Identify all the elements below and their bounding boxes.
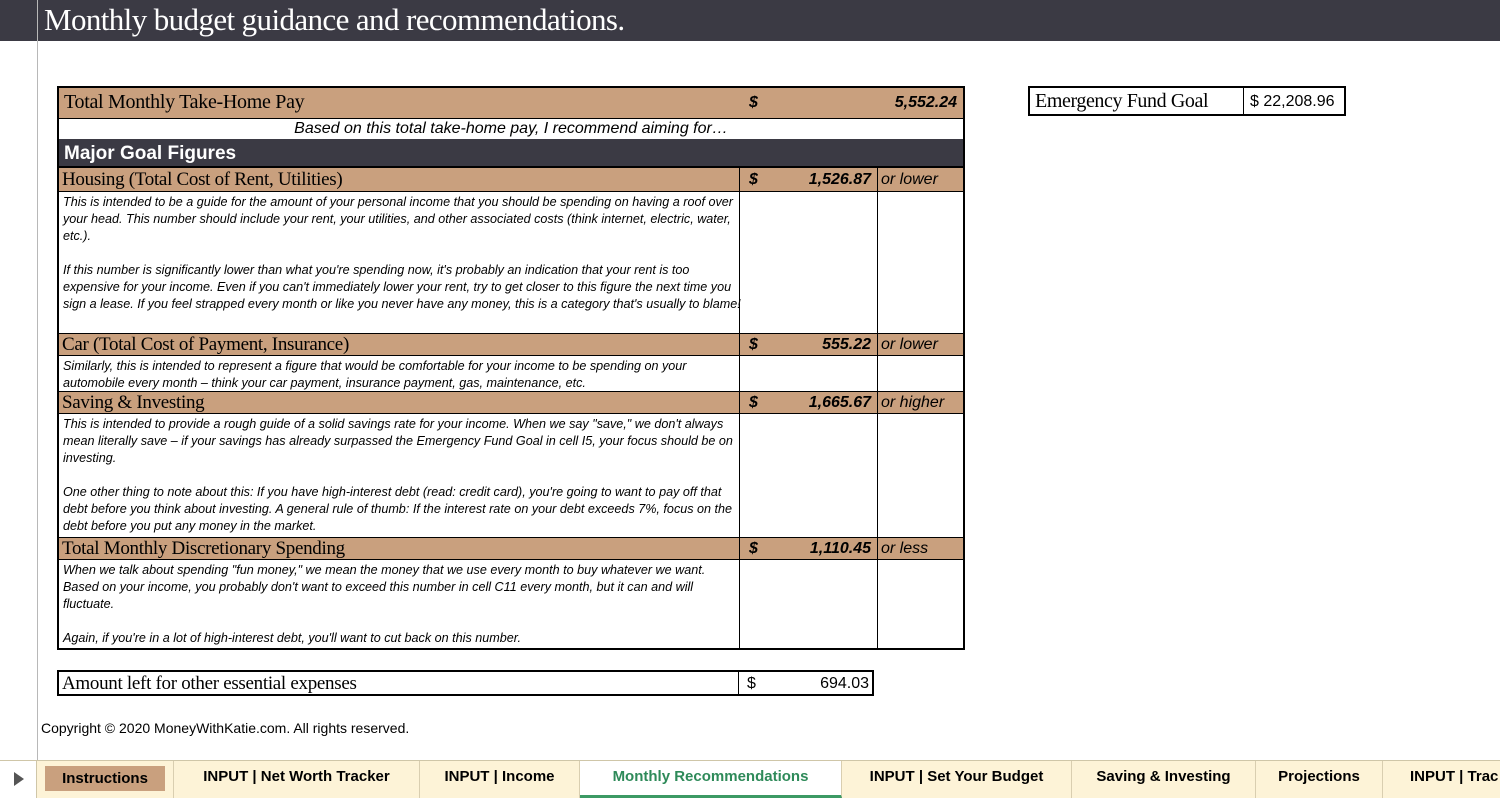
tab-label: Saving & Investing bbox=[1096, 768, 1231, 785]
goal-qualifier: or less bbox=[881, 540, 929, 557]
emergency-fund-label: Emergency Fund Goal bbox=[1035, 90, 1209, 112]
amount-left-row[interactable] bbox=[57, 670, 874, 696]
tab-income[interactable] bbox=[420, 761, 580, 798]
section-header-label: Major Goal Figures bbox=[64, 143, 237, 164]
goal-row-discretionary[interactable] bbox=[59, 538, 963, 560]
goal-currency: $ bbox=[749, 336, 758, 353]
goal-label: Car (Total Cost of Payment, Insurance) bbox=[62, 334, 349, 355]
goal-description-saving bbox=[59, 414, 963, 538]
copyright-notice: Copyright © 2020 MoneyWithKatie.com. All rights reserved. bbox=[41, 720, 410, 736]
tab-saving-investing[interactable] bbox=[1072, 761, 1256, 798]
amount-left-value[interactable]: 694.03 bbox=[820, 675, 869, 692]
description-paragraph: One other thing to note about this: If you have high-interest debt (read: credit card), you're going to want to pay off that debt before you think about investing. A general rule of thumb: If the interest rate on your debt exceeds 7%, focus on the debt before you put any money in the market. bbox=[63, 485, 733, 533]
goal-description-discretionary bbox=[59, 560, 963, 648]
take-home-currency: $ bbox=[749, 94, 758, 111]
tab-label: Monthly Recommendations bbox=[612, 768, 809, 785]
section-header bbox=[59, 139, 963, 167]
goal-currency: $ bbox=[749, 540, 758, 557]
goal-row-car[interactable] bbox=[59, 334, 963, 356]
description-paragraph: If this number is significantly lower than what you're spending now, it's probably an indication that your rent is too expensive for your income. Even if you can't immediately lower your rent, try to get closer to this figure the next time you sign a lease. If you feel strapped every month or like you never have any money, this is a category that's usually to blame! bbox=[63, 263, 741, 311]
goal-label: Saving & Investing bbox=[62, 392, 205, 413]
description-paragraph: When we talk about spending "fun money," we mean the money that we use every month to buy whatever we want. Based on your income, you probably don't want to exceed this number in cell C11 every month, but it can and will fluctuate. bbox=[63, 563, 706, 611]
tab-label: Instructions bbox=[45, 766, 165, 791]
tab-label: INPUT | Trac bbox=[1410, 768, 1499, 785]
sheet-scroll-button[interactable] bbox=[0, 761, 37, 798]
tab-label: INPUT | Income bbox=[444, 768, 555, 785]
goal-currency: $ bbox=[749, 394, 758, 411]
tab-monthly-recommendations[interactable] bbox=[580, 761, 842, 798]
goal-value[interactable]: 1,110.45 bbox=[809, 540, 871, 557]
tab-set-your-budget[interactable] bbox=[842, 761, 1072, 798]
take-home-value[interactable]: 5,552.24 bbox=[894, 94, 957, 111]
goal-description-car bbox=[59, 356, 963, 392]
description-paragraph: This is intended to provide a rough guide of a solid savings rate for your income. When we say "save," we don't always mean literally save – if your savings has already surpassed the Emergency Fund Goal in cell I5, your focus should be on investing. bbox=[63, 417, 733, 465]
tab-label: INPUT | Net Worth Tracker bbox=[203, 768, 390, 785]
goal-description-housing bbox=[59, 192, 963, 334]
tab-projections[interactable] bbox=[1256, 761, 1383, 798]
play-arrow-icon bbox=[14, 772, 24, 786]
emergency-fund-value[interactable]: $ 22,208.96 bbox=[1250, 93, 1335, 110]
goal-value[interactable]: 1,526.87 bbox=[808, 171, 871, 188]
sheet-title-bar bbox=[0, 0, 1500, 41]
goal-value[interactable]: 555.22 bbox=[822, 336, 871, 353]
tab-net-worth-tracker[interactable] bbox=[174, 761, 420, 798]
budget-table bbox=[57, 86, 965, 650]
goal-value[interactable]: 1,665.67 bbox=[808, 394, 871, 411]
tab-label: Projections bbox=[1278, 768, 1360, 785]
goal-qualifier: or lower bbox=[881, 336, 938, 353]
goal-currency: $ bbox=[749, 171, 758, 188]
description-paragraph: Again, if you're in a lot of high-interest debt, you'll want to cut back on this number. bbox=[63, 631, 521, 645]
tab-input-tracker[interactable] bbox=[1383, 761, 1500, 798]
goal-label: Total Monthly Discretionary Spending bbox=[62, 538, 345, 559]
description-paragraph: Similarly, this is intended to represent a figure that would be comfortable for your income to be spending on your automobile every month – think your car payment, insurance payment, gas, maintenance, etc. bbox=[63, 359, 687, 390]
goal-label: Housing (Total Cost of Rent, Utilities) bbox=[62, 169, 343, 190]
goal-row-housing[interactable] bbox=[59, 167, 963, 192]
amount-left-label: Amount left for other essential expenses bbox=[62, 673, 357, 694]
description-paragraph: This is intended to be a guide for the amount of your personal income that you should be spending on having a roof over your head. This number should include your rent, your utilities, and other associated costs (think internet, electric, water, etc.). bbox=[63, 195, 734, 243]
tab-label: INPUT | Set Your Budget bbox=[869, 768, 1044, 785]
amount-left-currency: $ bbox=[747, 675, 756, 692]
emergency-fund-goal[interactable] bbox=[1028, 86, 1346, 116]
recommendation-subtitle: Based on this total take-home pay, I recommend aiming for… bbox=[294, 120, 728, 137]
sheet-tab-bar bbox=[0, 760, 1500, 798]
goal-row-saving[interactable] bbox=[59, 392, 963, 414]
take-home-row[interactable] bbox=[59, 88, 963, 119]
tab-instructions[interactable] bbox=[37, 761, 174, 798]
goal-qualifier: or higher bbox=[881, 394, 945, 411]
take-home-label: Total Monthly Take-Home Pay bbox=[64, 91, 305, 113]
sheet-title: Monthly budget guidance and recommendations. bbox=[44, 2, 625, 37]
column-divider bbox=[37, 0, 38, 760]
goal-qualifier: or lower bbox=[881, 171, 938, 188]
